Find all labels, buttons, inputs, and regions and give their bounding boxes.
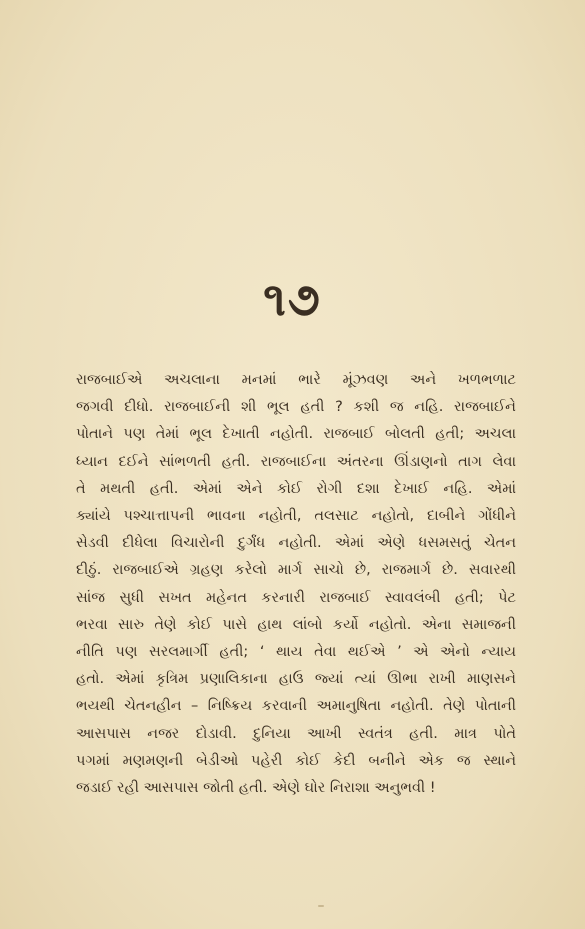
text-line: તે મથતી હતી. એમાં એને કોઈ રોગી દશા દેખાઈ નહિ. એમાં <box>76 480 516 497</box>
text-line: રાજબાઈએ અચલાના મનમાં ભારે મૂંઝવણ અને ખળભળાટ <box>76 372 516 388</box>
text-line: દીઠું. રાજબાઈએ ગ્રહણ કરેલો માર્ગ સાચો છે, રાજમાર્ગ છે. સવારથી <box>76 562 516 579</box>
text-line: નીતિ પણ સરલમાર્ગી હતી; ‘ થાય તેવા થઈએ ’ એ એનો ન્યાય <box>76 644 516 661</box>
text-line: જડાઈ રહી આસપાસ જોતી હતી. એણે ઘોર નિરાશા અનુભવી ! <box>76 780 436 797</box>
text-line: પગમાં મણમણની બેડીઓ પહેરી કોઈ કેદી બનીને એક જ સ્થાને <box>76 752 516 769</box>
text-line: ભયથી ચેતનહીન – નિષ્ક્રિય કરવાની અમાનુષિતા નહોતી. તેણે પોતાની <box>76 698 516 715</box>
text-line: આસપાસ નજર દોડાવી. દુનિયા આખી સ્વતંત્ર હતી. માત્ર પોતે <box>76 725 516 742</box>
text-line: પોતાને પણ તેમાં ભૂલ દેખાતી નહોતી. રાજબાઈ બોલતી હતી; અચલા <box>76 426 516 443</box>
text-line: સેડવી દીધેલા વિચારોની દુર્ગંધ નહોતી. એમાં એણે ધસમસતું ચેતન <box>76 535 516 552</box>
text-line: હતો. એમાં કૃત્રિમ પ્રણાલિકાના હાઉ જ્યાં ત્યાં ઊભા રાખી માણસને <box>76 671 516 688</box>
text-line: ક્યાંયે પશ્ચાત્તાપની ભાવના નહોતી, તલસાટ નહોતો, દાબીને ગોંધીને <box>76 508 516 525</box>
chapter-body-text <box>76 367 516 802</box>
chapter-number: ૧૭ <box>263 272 322 326</box>
text-line: સાંજ સુધી સખત મહેનત કરનારી રાજબાઈ સ્વાવલંબી હતી; પેટ <box>76 589 516 606</box>
text-line: જગવી દીધો. રાજબાઈની શી ભૂલ હતી ? કશી જ નહિ. રાજબાઈને <box>76 399 516 416</box>
text-line: ભરવા સારુ તેણે કોઈ પાસે હાથ લાંબો કર્યો નહોતો. એના સમાજની <box>76 616 516 633</box>
text-line: ધ્યાન દઈને સાંભળતી હતી. રાજબાઈના અંતરના ઊંડાણનો તાગ લેવા <box>76 453 516 470</box>
paper-mark <box>318 905 324 907</box>
